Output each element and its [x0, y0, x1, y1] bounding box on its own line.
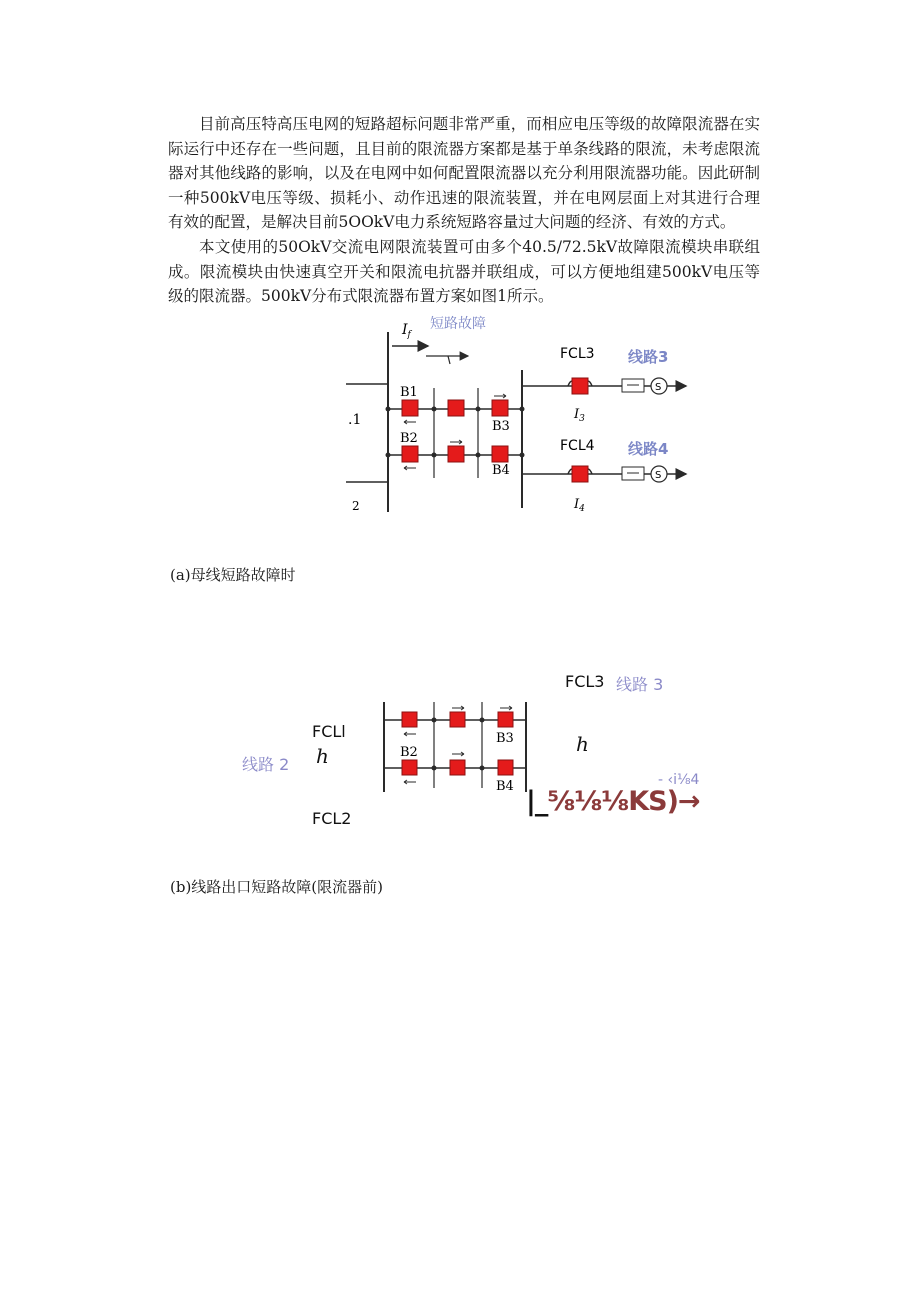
fig-b-module-1	[402, 712, 417, 727]
fault-current-label: $I_f$	[402, 322, 411, 340]
label-b4: B4	[492, 463, 510, 478]
figure-b-diagram	[378, 702, 530, 794]
paragraph-2	[168, 235, 760, 309]
left-label-2: 2	[352, 499, 360, 513]
fig-b-small-text: - ‹i⅛4	[658, 772, 700, 788]
fig-b-module-3	[498, 712, 513, 727]
fig-b-h-left: h	[316, 744, 329, 768]
module-mid-2	[448, 446, 464, 462]
fig-b-line3-label: 线路 3	[616, 675, 664, 694]
left-label-1: .1	[348, 412, 362, 428]
label-fcl4: FCL4	[560, 438, 595, 454]
module-b4	[492, 446, 508, 462]
fig-b-module-6	[498, 760, 513, 775]
fig-b-fcl2-label: FCL2	[312, 809, 352, 828]
module-b3	[492, 400, 508, 416]
paragraph-1	[168, 112, 760, 235]
fig-b-label-b2: B2	[400, 745, 418, 760]
fig-b-fcl3-label: FCL3	[565, 672, 605, 691]
svg-text:S: S	[655, 382, 662, 393]
label-b2: B2	[400, 431, 418, 446]
module-b2	[402, 446, 418, 462]
fig-b-fcl1-label: FCLl	[312, 722, 346, 741]
figure-a-diagram	[346, 312, 708, 514]
fig-b-h-right: h	[576, 732, 589, 756]
svg-text:S: S	[655, 470, 662, 481]
fig-b-label-b4: B4	[496, 779, 514, 794]
fig-b-garbled-text	[526, 786, 700, 817]
fig-b-module-2	[450, 712, 465, 727]
paragraph-1-text: 目前高压特高压电网的短路超标问题非常严重，而相应电压等级的故障限流器在实际运行中还存在一些问题，且目前的限流器方案都是基于单条线路的限流，未考虑限流器对其他线路的影响，以及在电网中如何配置限流器以充分利用限流器功能。因此研制一种500kV电压等级、损耗小、动作迅速的限流装置，并在电网层面上对其进行合理有效的配置，是解决目前5OOkV电力系统短路容量过大问题的经济、有效的方式。	[168, 115, 760, 232]
fig-b-label-b3: B3	[496, 731, 514, 746]
fig-b-garbled-main: ⅝⅛⅛KS)→	[547, 786, 700, 817]
label-b3: B3	[492, 419, 510, 434]
module-fcl4	[572, 466, 588, 482]
label-b1: B1	[400, 385, 418, 400]
module-mid-1	[448, 400, 464, 416]
fig-b-module-4	[402, 760, 417, 775]
module-b1	[402, 400, 418, 416]
label-i3: $I_3$	[574, 407, 585, 424]
fig-b-line2-label: 线路 2	[242, 755, 290, 774]
label-line4: 线路4	[628, 440, 669, 458]
paragraph-2-text: 本文使用的50OkV交流电网限流装置可由多个40.5/72.5kV故障限流模块串联组成。限流模块由快速真空开关和限流电抗器并联组成，可以方便地组建500kV电压等级的限流器。500kV分布式限流器布置方案如图1所示。	[168, 238, 760, 306]
fig-b-garbled-bar: |_	[526, 786, 548, 817]
fault-label: 短路故障	[430, 316, 486, 332]
module-fcl3	[572, 378, 588, 394]
fig-b-module-5	[450, 760, 465, 775]
label-fcl3: FCL3	[560, 346, 595, 362]
label-i4: $I_4$	[574, 497, 585, 514]
label-line3: 线路3	[628, 348, 669, 366]
caption-b: (b)线路出口短路故障(限流器前)	[170, 878, 384, 896]
caption-a: (a)母线短路故障时	[170, 566, 296, 584]
